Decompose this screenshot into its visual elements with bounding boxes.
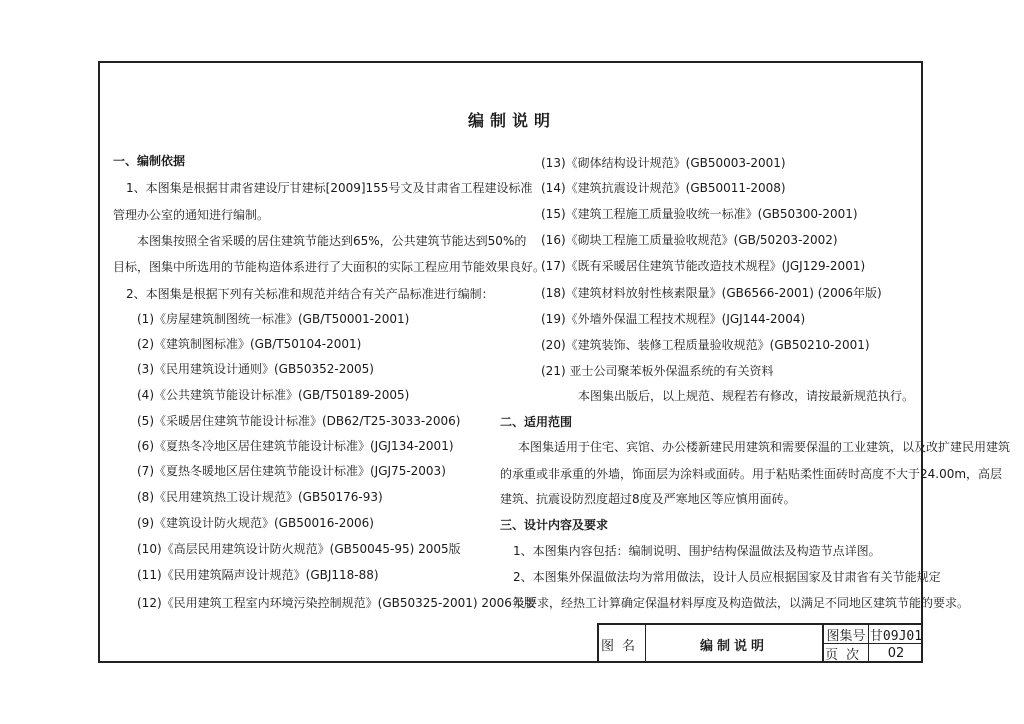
left-line: (9)《建筑设计防火规范》(GB50016-2006) — [137, 516, 374, 530]
left-line: (1)《房屋建筑制图统一标准》(GB/T50001-2001) — [137, 312, 410, 326]
drawing-name: 编制说明 — [646, 625, 824, 663]
left-line: (4)《公共建筑节能设计标准》(GB/T50189-2005) — [137, 388, 410, 402]
right-line: (21) 亚士公司聚苯板外保温系统的有关资料 — [541, 364, 774, 378]
atlas-number-label: 图集号 — [824, 625, 869, 644]
left-line: 一、编制依据 — [113, 154, 186, 168]
right-line: 建筑、抗震设防烈度超过8度及严寒地区等应慎用面砖。 — [500, 492, 796, 506]
right-line: 1、本图集内容包括：编制说明、围护结构保温做法及构造节点详图。 — [513, 544, 881, 558]
left-line: (6)《夏热冬冷地区居住建筑节能设计标准》(JGJ134-2001) — [137, 439, 454, 453]
drawing-name-label: 图名 — [599, 625, 646, 663]
right-line: (16)《砌块工程施工质量验收规范》(GB/50203-2002) — [541, 233, 838, 247]
right-line: 本图集出版后，以上规范、规程若有修改，请按最新规范执行。 — [578, 389, 915, 403]
left-line: (11)《民用建筑隔声设计规范》(GBJ118-88) — [137, 568, 379, 582]
right-line: (18)《建筑材料放射性核素限量》(GB6566-2001) (2006年版) — [541, 286, 882, 300]
left-line: 目标，图集中所选用的节能构造体系进行了大面积的实际工程应用节能效果良好。 — [113, 260, 546, 274]
left-line: (5)《采暖居住建筑节能设计标准》(DB62/T25-3033-2006) — [137, 414, 461, 428]
page-title: 编制说明 — [467, 111, 556, 130]
right-line: (17)《既有采暖居住建筑节能改造技术规程》(JGJ129-2001) — [541, 259, 866, 273]
left-line: (10)《高层民用建筑设计防火规范》(GB50045-95) 2005版 — [137, 542, 461, 556]
left-line: 管理办公室的通知进行编制。 — [113, 208, 270, 222]
left-line: 1、本图集是根据甘肃省建设厅甘建标[2009]155号文及甘肃省工程建设标准 — [126, 181, 533, 195]
right-line: (13)《砌体结构设计规范》(GB50003-2001) — [541, 156, 786, 170]
right-line: 2、本图集外保温做法均为常用做法，设计人员应根据国家及甘肃省有关节能规定 — [513, 570, 941, 584]
left-line: (3)《民用建筑设计通则》(GB50352-2005) — [137, 362, 374, 376]
right-line: (15)《建筑工程施工质量验收统一标准》(GB50300-2001) — [541, 207, 858, 221]
page-number: 02 — [887, 646, 905, 661]
title-block — [597, 623, 923, 663]
right-line: 三、设计内容及要求 — [500, 518, 609, 532]
right-line: 及要求，经热工计算确定保温材料厚度及构造做法，以满足不同地区建筑节能的要求。 — [513, 596, 970, 610]
left-line: (12)《民用建筑工程室内环境污染控制规范》(GB50325-2001) 2006年版 — [137, 596, 536, 610]
left-line: 2、本图集是根据下列有关标准和规范并结合有关产品标准进行编制： — [126, 287, 494, 301]
left-line: (2)《建筑制图标准》(GB/T50104-2001) — [137, 337, 362, 351]
right-line: (20)《建筑装饰、装修工程质量验收规范》(GB50210-2001) — [541, 338, 870, 352]
atlas-number: 甘09J01 — [869, 625, 923, 644]
left-line: (8)《民用建筑热工设计规范》(GB50176-93) — [137, 490, 383, 504]
page-number-label: 页次 — [824, 644, 869, 663]
left-line: 本图集按照全省采暖的居住建筑节能达到65%，公共建筑节能达到50%的 — [137, 234, 527, 248]
right-line: 的承重或非承重的外墙，饰面层为涂料或面砖。用于粘贴柔性面砖时高度不大于24.00m，高层 — [500, 467, 1003, 481]
right-line: (19)《外墙外保温工程技术规程》(JGJ144-2004) — [541, 312, 806, 326]
right-line: (14)《建筑抗震设计规范》(GB50011-2008) — [541, 181, 786, 195]
right-line: 本图集适用于住宅、宾馆、办公楼新建民用建筑和需要保温的工业建筑，以及改扩建民用建筑 — [518, 440, 1011, 454]
right-line: 二、适用范围 — [500, 415, 573, 429]
left-line: (7)《夏热冬暖地区居住建筑节能设计标准》(JGJ75-2003) — [137, 464, 446, 478]
